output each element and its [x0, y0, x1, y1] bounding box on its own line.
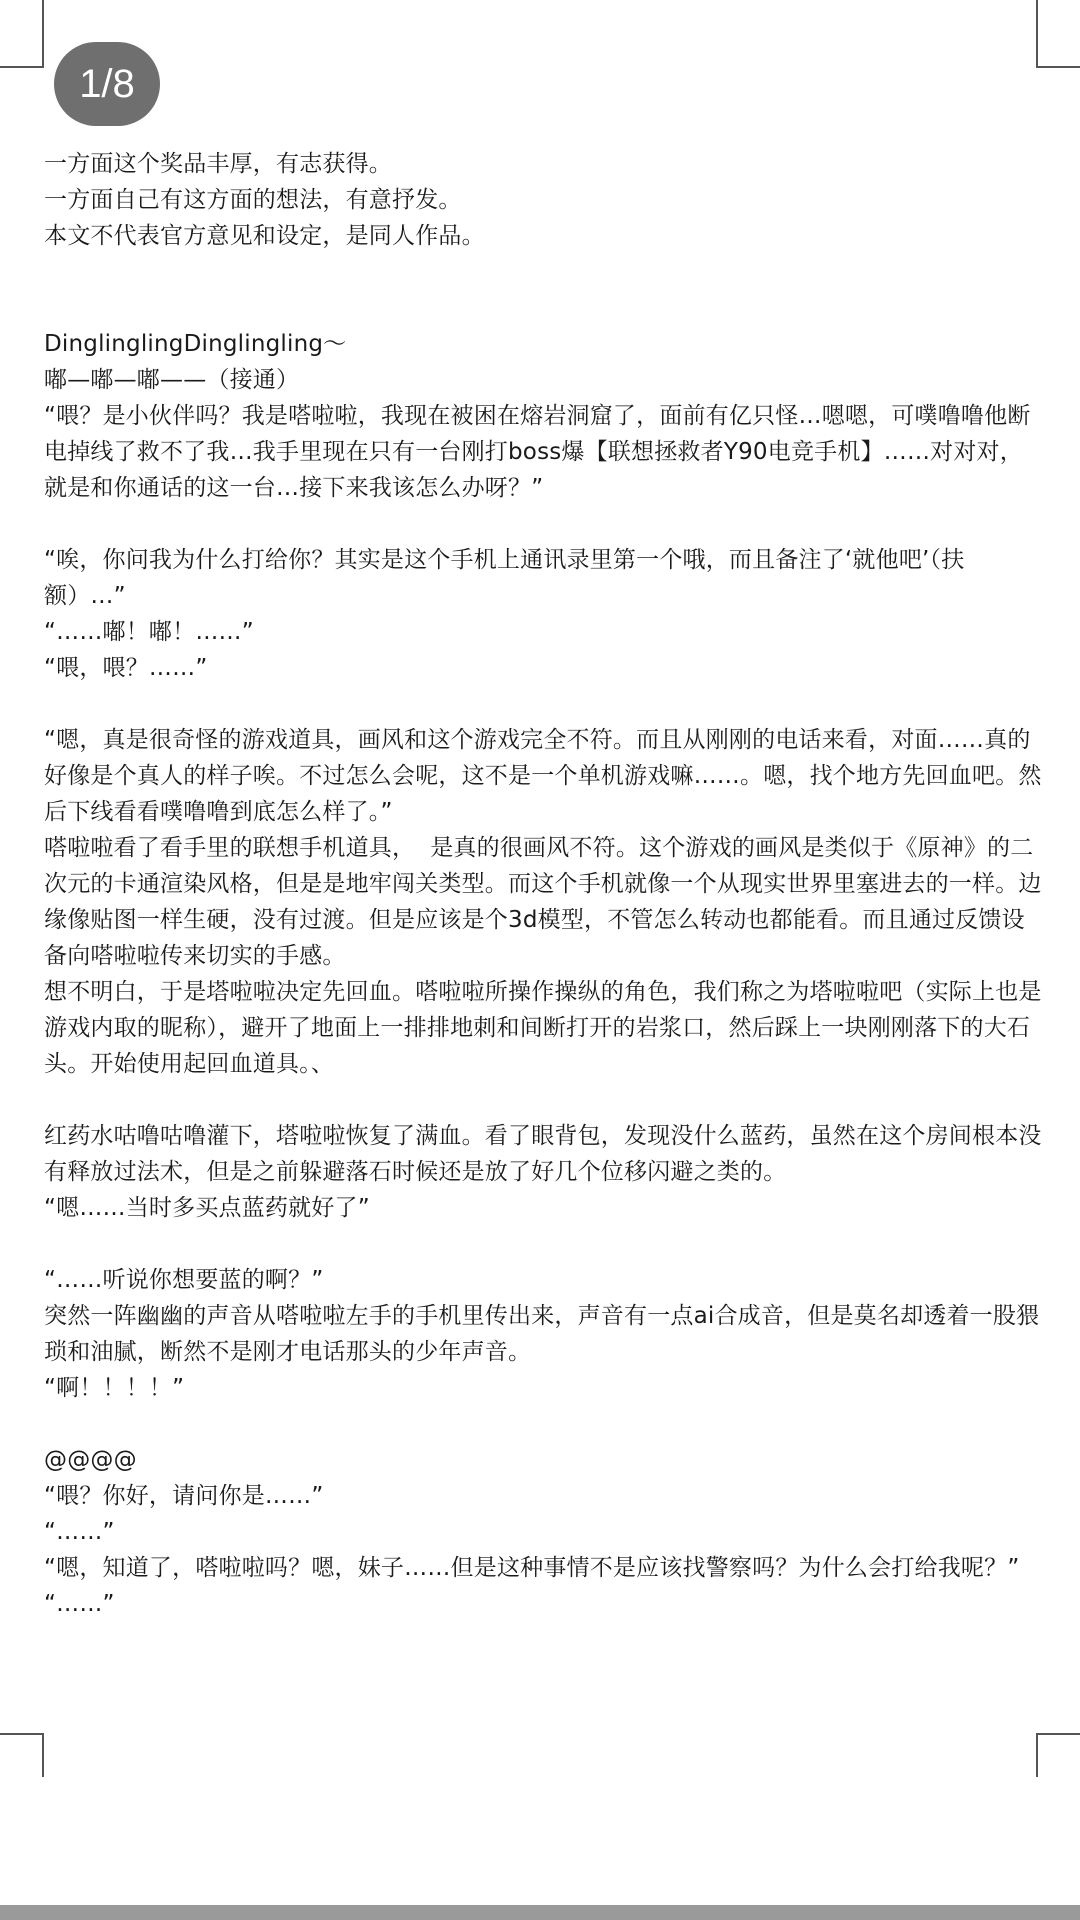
crop-mark-top-left — [0, 0, 44, 68]
crop-mark-bottom-left — [0, 1733, 44, 1777]
crop-mark-top-right — [1036, 0, 1080, 68]
paragraph: “唉，你问我为什么打给你？其实是这个手机上通讯录里第一个哦，而且备注了‘就他吧’（扶额）…” — [44, 547, 965, 609]
page-indicator: 1/8 — [54, 42, 160, 126]
spacer — [44, 1226, 1044, 1262]
crop-mark-bottom-right — [1036, 1733, 1080, 1777]
spacer — [44, 686, 1044, 722]
paragraph: “嗯，真是很奇怪的游戏道具，画风和这个游戏完全不符。而且从刚刚的电话来看，对面……真的好像是个真人的样子唉。不过怎么会呢，这不是一个单机游戏嘛……。嗯，找个地方先回血吧。然后下线看看噗噜噜到底怎么样了。” — [44, 727, 1042, 825]
paragraph: 本文不代表官方意见和设定，是同人作品。 — [44, 223, 485, 249]
paragraph: “喂？你好，请问你是……” — [44, 1483, 324, 1509]
spacer — [44, 254, 1044, 326]
paragraph: “嗯，知道了，嗒啦啦吗？嗯，妹子……但是这种事情不是应该找警察吗？为什么会打给我呢？” — [44, 1555, 1020, 1581]
paragraph: 嘟—嘟—嘟——（接通） — [44, 367, 300, 393]
paragraph: “喂，喂？……” — [44, 655, 208, 681]
paragraph: “……听说你想要蓝的啊？” — [44, 1267, 324, 1293]
paragraph: “……” — [44, 1519, 115, 1545]
bottom-scroll-bar[interactable] — [0, 1905, 1080, 1920]
paragraph: DinglinglingDinglingling～ — [44, 331, 347, 357]
paragraph: 红药水咕噜咕噜灌下，塔啦啦恢复了满血。看了眼背包，发现没什么蓝药，虽然在这个房间根本没有释放过法术，但是之前躲避落石时候还是放了好几个位移闪避之类的。 — [44, 1123, 1042, 1185]
paragraph: “……” — [44, 1591, 115, 1617]
spacer — [44, 506, 1044, 542]
paragraph: 突然一阵幽幽的声音从嗒啦啦左手的手机里传出来，声音有一点ai合成音，但是莫名却透着一股猥琐和油腻，断然不是刚才电话那头的少年声音。 — [44, 1303, 1040, 1365]
paragraph: “啊！！！！” — [44, 1375, 185, 1401]
spacer — [44, 1406, 1044, 1442]
paragraph: 嗒啦啦看了看手里的联想手机道具， 是真的很画风不符。这个游戏的画风是类似于《原神》的二次元的卡通渲染风格，但是是地牢闯关类型。而这个手机就像一个从现实世界里塞进去的一样。边缘像贴图一样生硬，没有过渡。但是应该是个3d模型，不管怎么转动也都能看。而且通过反馈设备向嗒啦啦传来切实的手感。 — [44, 835, 1042, 969]
paragraph: 想不明白，于是塔啦啦决定先回血。嗒啦啦所操作操纵的角色，我们称之为塔啦啦吧（实际上也是游戏内取的昵称），避开了地面上一排排地刺和间断打开的岩浆口，然后踩上一块刚刚落下的大石头。开始使用起回血道具。、 — [44, 979, 1042, 1077]
document-body — [44, 146, 1044, 1622]
spacer — [44, 1082, 1044, 1118]
paragraph: “……嘟！嘟！……” — [44, 619, 254, 645]
paragraph: “嗯……当时多买点蓝药就好了” — [44, 1195, 370, 1221]
paragraph: “喂？是小伙伴吗？我是嗒啦啦，我现在被困在熔岩洞窟了，面前有亿只怪…嗯嗯，可噗噜噜他断电掉线了救不了我…我手里现在只有一台刚打boss爆【联想拯救者Y90电竞手机】……对对对，就是和你通话的这一台…接下来我该怎么办呀？” — [44, 403, 1031, 501]
paragraph: @@@@ — [44, 1447, 137, 1473]
paragraph: 一方面这个奖品丰厚，有志获得。 — [44, 151, 392, 177]
paragraph: 一方面自己有这方面的想法，有意抒发。 — [44, 187, 462, 213]
